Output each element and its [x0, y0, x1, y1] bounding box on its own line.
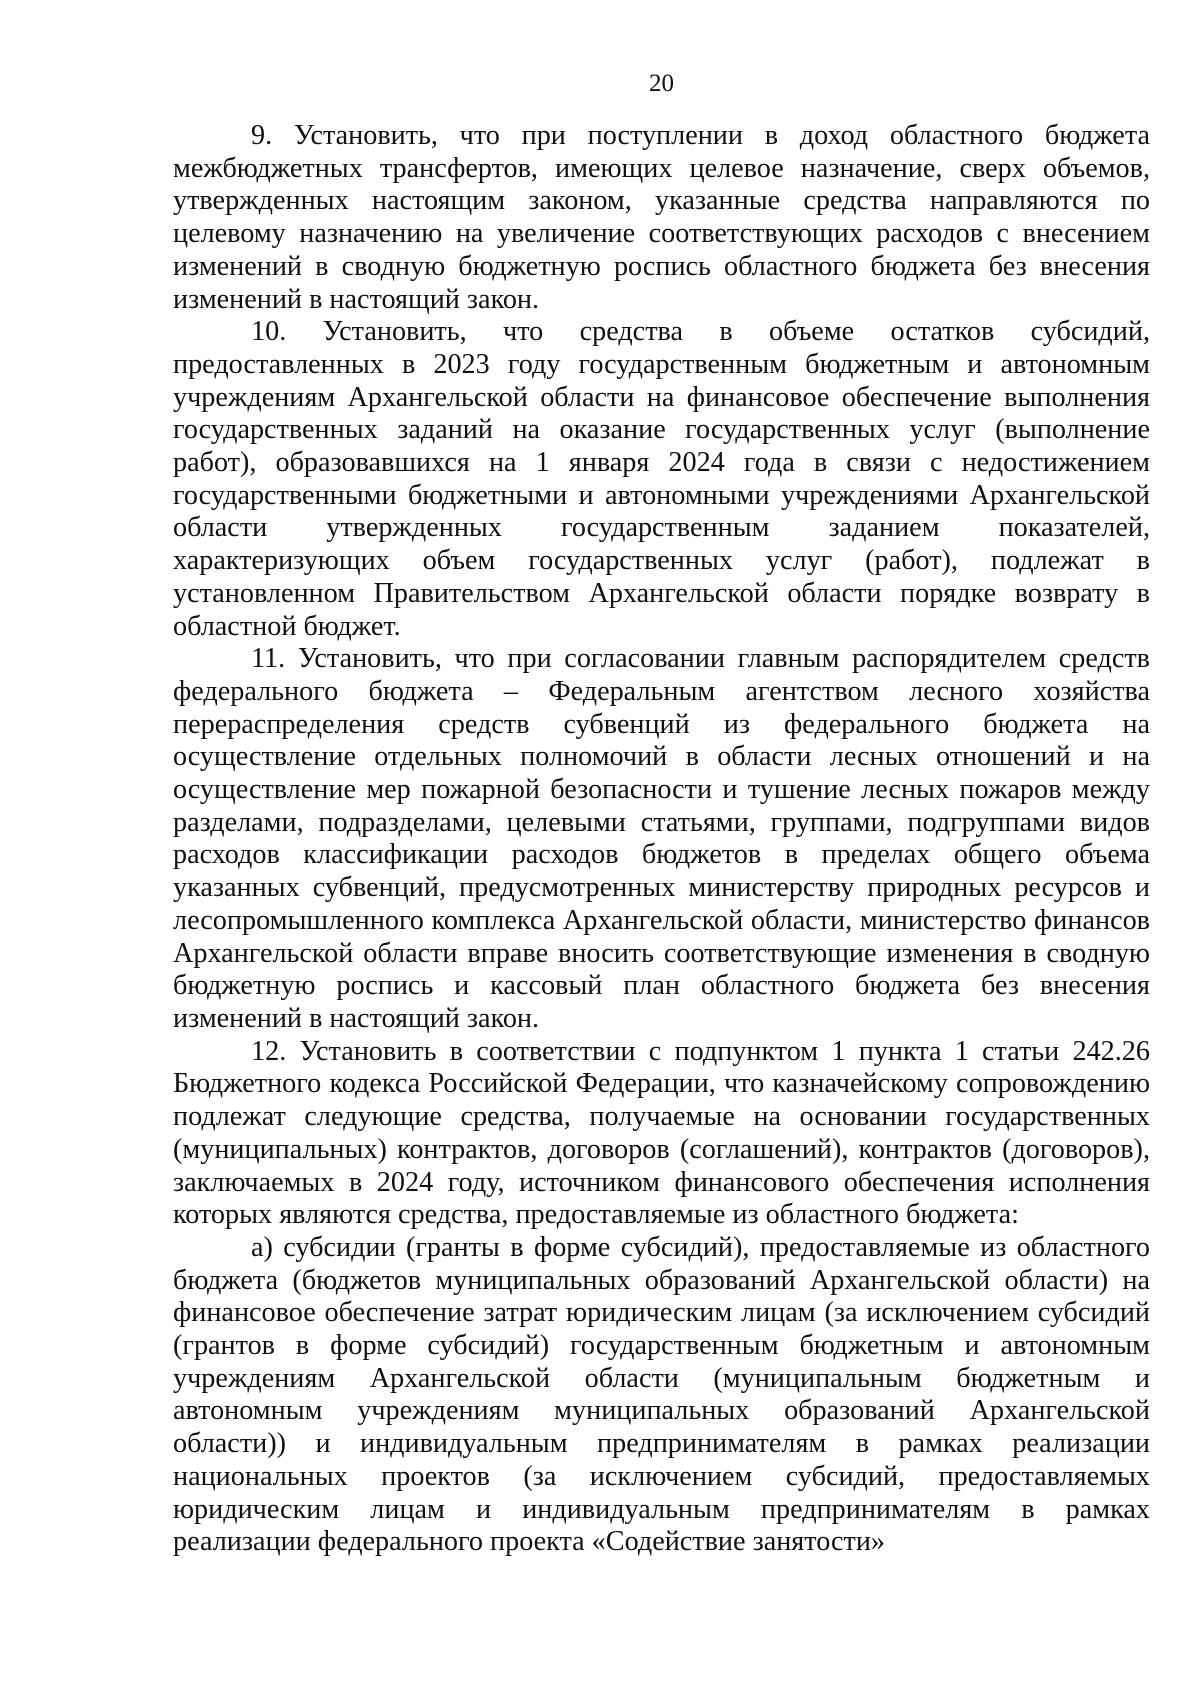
page-number: 20	[649, 70, 674, 97]
paragraph-9: 9. Установить, что при поступлении в доход областного бюджета межбюджетных трансфертов, имеющих целевое назначение, сверх объемов, утвержденных настоящим законом, указанные средства направляются по целевому назначению на увеличение соответствующих расходов с внесением изменений в сводную бюджетную роспись областного бюджета без внесения изменений в настоящий закон.	[173, 120, 1150, 315]
paragraph-12: 12. Установить в соответствии с подпунктом 1 пункта 1 статьи 242.26 Бюджетного кодекса Российской Федерации, что казначейскому сопровождению подлежат следующие средства, получаемые на основании государственных (муниципальных) контрактов, договоров (соглашений), контрактов (договоров), заключаемых в 2024 году, источником финансового обеспечения исполнения которых являются средства, предоставляемые из областного бюджета:	[173, 1035, 1150, 1231]
paragraph-10: 10. Установить, что средства в объеме остатков субсидий, предоставленных в 2023 году государственным бюджетным и автономным учреждениям Архангельской области на финансовое обеспечение выполнения государственных заданий на оказание государственных услуг (выполнение работ), образовавшихся на 1 января 2024 года в связи с недостижением государственными бюджетными и автономными учреждениями Архангельской области утвержденных государственным заданием показателей, характеризующих объем государственных услуг (работ), подлежат в установленном Правительством Архангельской области порядке возврату в областной бюджет.	[173, 316, 1150, 642]
subparagraph-a: а) субсидии (гранты в форме субсидий), предоставляемые из областного бюджета (бюджетов муниципальных образований Архангельской области) на финансовое обеспечение затрат юридическим лицам (за исключением субсидий (грантов в форме субсидий) государственным бюджетным и автономным учреждениям Архангельской области (муниципальным бюджетным и автономным учреждениям муниципальных образований Архангельской области)) и индивидуальным предпринимателям в рамках реализации национальных проектов (за исключением субсидий, предоставляемых юридическим лицам и индивидуальным предпринимателям в рамках реализации федерального проекта «Содействие занятости»	[173, 1231, 1150, 1558]
paragraph-11: 11. Установить, что при согласовании главным распорядителем средств федерального бюджета – Федеральным агентством лесного хозяйства перераспределения средств субвенций из федерального бюджета на осуществление отдельных полномочий в области лесных отношений и на осуществление мер пожарной безопасности и тушение лесных пожаров между разделами, подразделами, целевыми статьями, группами, подгруппами видов расходов классификации расходов бюджетов в пределах общего объема указанных субвенций, предусмотренных министерству природных ресурсов и лесопромышленного комплекса Архангельской области, министерство финансов Архангельской области вправе вносить соответствующие изменения в сводную бюджетную роспись и кассовый план областного бюджета без внесения изменений в настоящий закон.	[173, 643, 1150, 1034]
document-page	[173, 68, 1150, 1559]
